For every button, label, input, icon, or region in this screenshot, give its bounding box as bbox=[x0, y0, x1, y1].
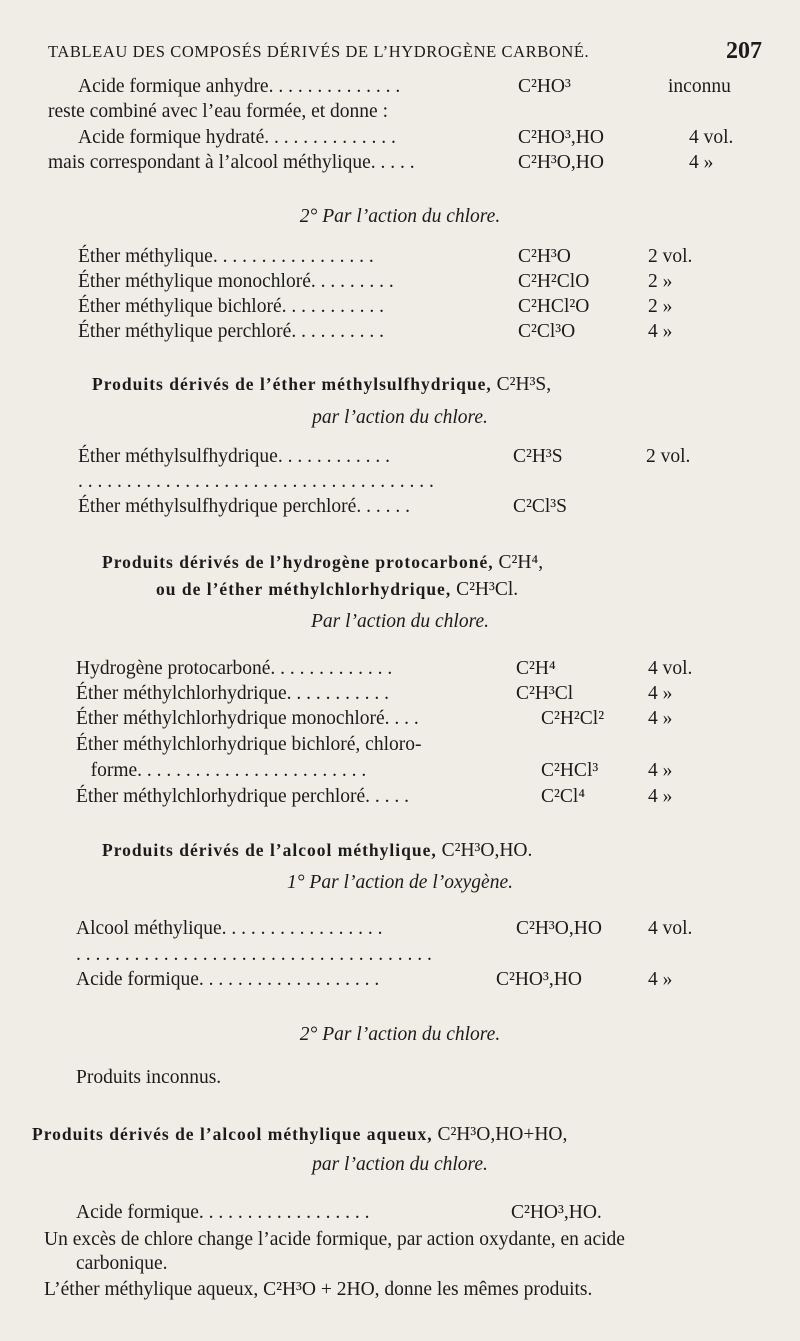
text-line: L’éther méthylique aqueux, C²H³O + 2HO, donne les mêmes produits. bbox=[44, 1279, 593, 1300]
section-title: Produits dérivés de l’éther méthylsulfhydrique, C²H³S, bbox=[92, 374, 552, 395]
table-row: Acide formique anhydre. . . . . . . . . . . . . . C²HO³ inconnu bbox=[78, 76, 731, 97]
table-row: Éther méthylchlorhydrique monochloré. . . . C²H²Cl² 4 » bbox=[76, 708, 673, 729]
table-row: Éther méthylique. . . . . . . . . . . . . . . . . C²H³O 2 vol. bbox=[78, 246, 693, 267]
section-heading: 2° Par l’action du chlore. bbox=[299, 206, 501, 227]
section-subtitle: par l’action du chlore. bbox=[312, 407, 488, 428]
table-row: Éther méthylsulfhydrique perchloré. . . . . . C²Cl³S bbox=[78, 496, 567, 517]
text-line: carbonique. bbox=[76, 1253, 168, 1274]
table-row: Acide formique. . . . . . . . . . . . . . . . . . . C²HO³,HO 4 » bbox=[76, 969, 673, 990]
table-row: Éther méthylsulfhydrique. . . . . . . . . . . . C²H³S 2 vol. bbox=[78, 446, 691, 467]
table-row: Éther méthylchlorhydrique perchloré. . . . . C²Cl⁴ 4 » bbox=[76, 786, 673, 807]
running-header bbox=[48, 38, 762, 68]
table-row: Acide formique hydraté. . . . . . . . . . . . . . C²HO³,HO 4 vol. bbox=[78, 127, 734, 148]
section-subtitle: 1° Par l’action de l’oxygène. bbox=[286, 872, 513, 893]
section-title-cont: ou de l’éther méthylchlorhydrique, C²H³Cl. bbox=[156, 579, 519, 600]
table-row: Alcool méthylique. . . . . . . . . . . . . . . . . C²H³O,HO 4 vol. bbox=[76, 918, 693, 939]
table-row: . . . . . . . . . . . . . . . . . . . . . . . . . . . . . . . . . . . . . bbox=[78, 471, 434, 492]
header-title: TABLEAU DES COMPOSÉS DÉRIVÉS DE L’HYDROGÈNE CARBONÉ. bbox=[48, 42, 590, 61]
table-row: Éther méthylchlorhydrique bichloré, chloro- bbox=[76, 734, 422, 755]
text-line: Un excès de chlore change l’acide formique, par action oxydante, en acide bbox=[44, 1229, 625, 1250]
table-row: Hydrogène protocarboné. . . . . . . . . . . . . C²H⁴ 4 vol. bbox=[76, 658, 693, 679]
table-row: Acide formique. . . . . . . . . . . . . . . . . . C²HO³,HO. bbox=[76, 1202, 602, 1223]
page-number: 207 bbox=[726, 38, 762, 64]
section-subtitle: 2° Par l’action du chlore. bbox=[299, 1024, 501, 1045]
section-title: Produits dérivés de l’hydrogène protocarboné, C²H⁴, bbox=[102, 552, 544, 573]
section-subtitle: Par l’action du chlore. bbox=[311, 611, 489, 632]
table-row: Éther méthylique perchloré. . . . . . . . . . C²Cl³O 4 » bbox=[78, 321, 673, 342]
text-line: reste combiné avec l’eau formée, et donne : bbox=[48, 101, 389, 122]
table-row: Éther méthylique monochloré. . . . . . . . . C²H²ClO 2 » bbox=[78, 271, 673, 292]
section-subtitle: par l’action du chlore. bbox=[312, 1154, 488, 1175]
table-row: Éther méthylique bichloré. . . . . . . . . . . C²HCl²O 2 » bbox=[78, 296, 673, 317]
table-row: . . . . . . . . . . . . . . . . . . . . . . . . . . . . . . . . . . . . . bbox=[76, 944, 432, 965]
table-row: mais correspondant à l’alcool méthylique. . . . . C²H³O,HO 4 » bbox=[48, 152, 714, 173]
section-title: Produits dérivés de l’alcool méthylique aqueux, C²H³O,HO+HO, bbox=[32, 1124, 568, 1145]
table-row: forme. . . . . . . . . . . . . . . . . . . . . . . . C²HCl³ 4 » bbox=[76, 760, 673, 781]
table-row: Éther méthylchlorhydrique. . . . . . . . . . . C²H³Cl 4 » bbox=[76, 683, 673, 704]
section-title: Produits dérivés de l’alcool méthylique, C²H³O,HO. bbox=[102, 840, 533, 861]
text-line: Produits inconnus. bbox=[76, 1067, 222, 1088]
